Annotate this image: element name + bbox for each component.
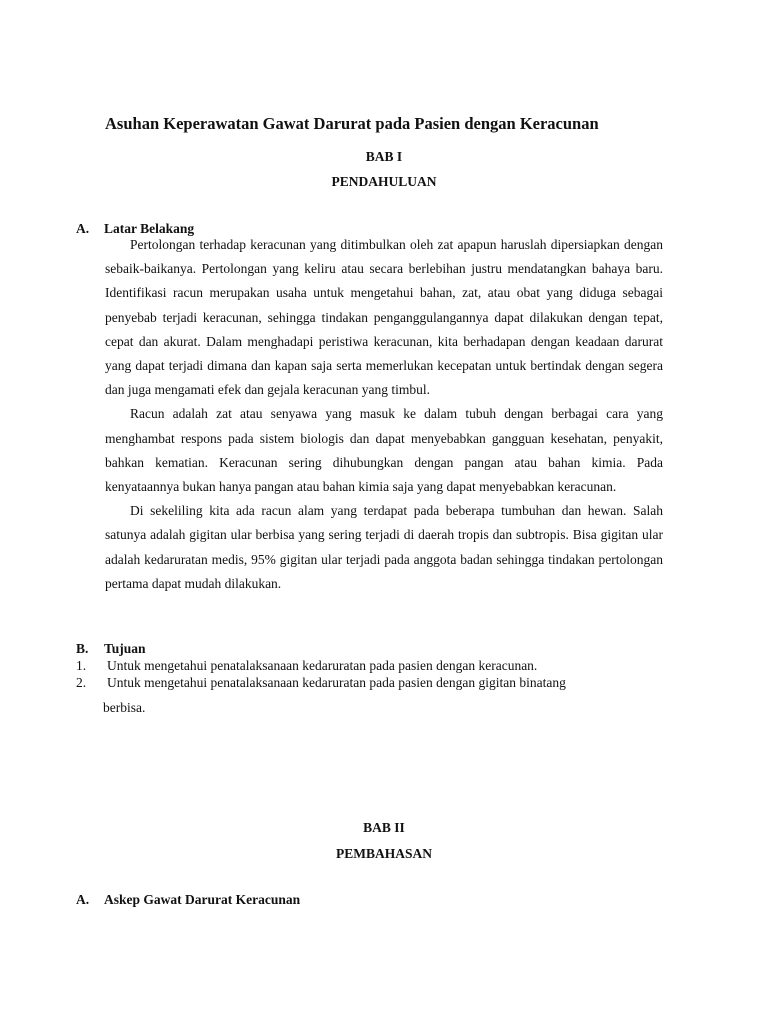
paragraph: Pertolongan terhadap keracunan yang ditimbulkan oleh zat apapun haruslah dipersiapkan dengan sebaik-baikanya. Pertolongan yang keliru atau secara berlebihan justru mendatangkan bahaya baru. Identifikasi racun merupakan usaha untuk mengetahui bahan, zat, atau obat yang diduga sebagai penyebab terjadi keracunan, sehingga tindakan penganggulangannya dapat dilakukan dengan tepat, cepat dan akurat. Dalam menghadapi peristiwa keracunan, kita berhadapan dengan keadaan darurat yang dapat terjadi dimana dan kapan saja serta memerlukan kecepatan untuk bertindak dengan segera dan juga mengamati efek dan gejala keracunan yang timbul. [105, 237, 663, 398]
list-text: Untuk mengetahui penatalaksanaan kedaruratan pada pasien dengan gigitan binatang [107, 675, 566, 690]
section-letter: A. [76, 892, 90, 907]
list-text: Untuk mengetahui penatalaksanaan kedaruratan pada pasien dengan keracunan. [107, 658, 538, 673]
section-title: Latar Belakang [104, 221, 195, 236]
list-number: 2. [76, 675, 87, 690]
chapter-name: PENDAHULUAN [331, 174, 437, 189]
paragraph: Di sekeliling kita ada racun alam yang terdapat pada beberapa tumbuhan dan hewan. Salah satunya adalah gigitan ular berbisa yang sering terjadi di daerah tropis dan subtropis. Bisa gigitan ular adalah kedaruratan medis, 95% gigitan ular terjadi pada anggota badan sehingga tindakan pertolongan pertama dapat mudah dilakukan. [105, 503, 663, 591]
section-heading-askep [76, 892, 300, 908]
paragraph: Racun adalah zat atau senyawa yang masuk ke dalam tubuh dengan berbagai cara yang menghambat respons pada sistem biologis dan dapat menyebabkan gangguan kesehatan, penyakit, bahkan kematian. Keracunan sering dihubungkan dengan pangan atau bahan kimia. Pada kenyataannya bukan hanya pangan atau bahan kimia saja yang dapat menyebabkan keracunan. [105, 406, 663, 495]
list-item [76, 658, 537, 674]
list-number: 1. [76, 658, 87, 673]
section-title: Tujuan [104, 641, 146, 656]
list-item [76, 675, 566, 691]
section-title: Askep Gawat Darurat Keracunan [104, 892, 301, 907]
document-title: Asuhan Keperawatan Gawat Darurat pada Pasien dengan Keracunan [105, 114, 599, 133]
chapter-label: BAB II [363, 820, 405, 835]
background-text [105, 233, 663, 596]
list-item-continuation: berbisa. [103, 700, 146, 715]
chapter-name: PEMBAHASAN [335, 846, 432, 861]
section-heading-tujuan [76, 641, 146, 657]
section-letter: B. [76, 641, 89, 656]
chapter-label: BAB I [365, 149, 403, 164]
section-letter: A. [76, 221, 90, 236]
